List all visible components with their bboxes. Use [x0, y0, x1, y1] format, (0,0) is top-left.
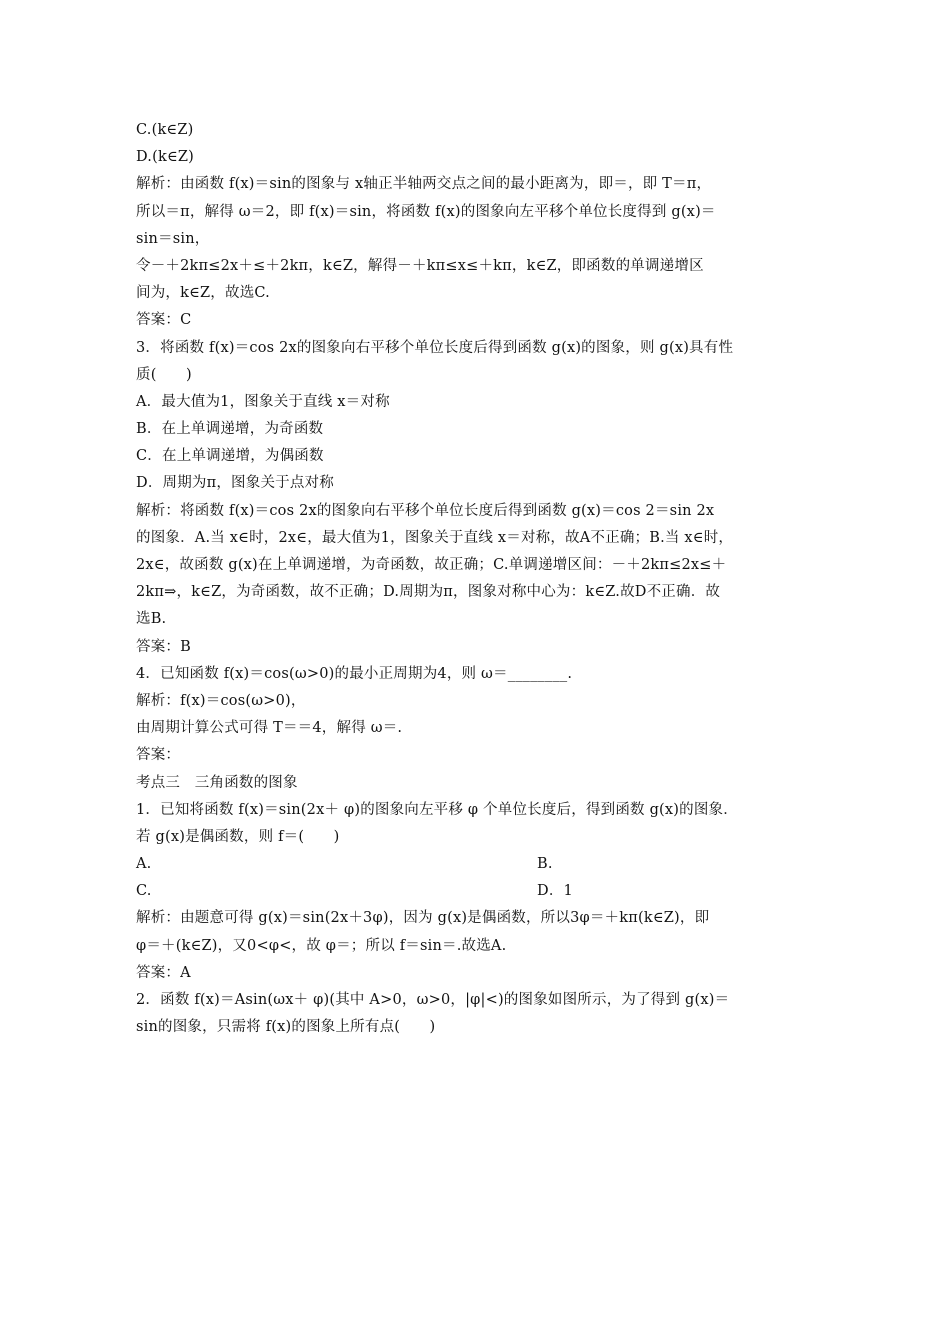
text-line: 解析：由题意可得 g(x)＝sin(2x＋3φ)，因为 g(x)是偶函数，所以3φ＝＋kπ(k∈Z)，即	[136, 910, 710, 927]
text-line: 答案：C	[136, 312, 192, 329]
text-line: 所以＝π，解得 ω＝2，即 f(x)＝sin，将函数 f(x)的图象向左平移个单位长度得到 g(x)＝	[136, 203, 716, 220]
option-c: C.	[136, 883, 152, 900]
text-block-1	[136, 117, 816, 851]
text-line: 解析：f(x)＝cos(ω>0)，	[136, 692, 306, 709]
option-b: B.	[537, 856, 553, 873]
document-body	[136, 117, 816, 1041]
text-line: C．在上单调递增，为偶函数	[136, 448, 324, 465]
text-line: B．在上单调递增，为奇函数	[136, 421, 324, 438]
text-line: 若 g(x)是偶函数，则 f＝( )	[136, 828, 340, 845]
text-line: 间为，k∈Z，故选C.	[136, 285, 270, 302]
text-line: 解析：由函数 f(x)＝sin的图象与 x轴正半轴两交点之间的最小距离为，即＝，即 T＝π，	[136, 176, 712, 193]
text-line: 答案：A	[136, 964, 191, 981]
text-line: sin＝sin，	[136, 230, 210, 247]
options-row-cd	[136, 878, 816, 905]
text-line: 4．已知函数 f(x)＝cos(ω>0)的最小正周期为4，则 ω＝________.	[136, 665, 573, 682]
text-line: φ＝＋(k∈Z)，又0<φ<，故 φ＝；所以 f＝sin＝.故选A.	[136, 937, 507, 954]
text-line: 考点三 三角函数的图象	[136, 774, 298, 791]
text-line: 2x∈，故函数 g(x)在上单调递增，为奇函数，故正确；C.单调递增区间：－＋2kπ≤2x≤＋	[136, 557, 727, 573]
text-line: 1．已知将函数 f(x)＝sin(2x＋ φ)的图象向左平移 φ 个单位长度后，得到函数 g(x)的图象．	[136, 801, 738, 818]
text-line: sin的图象，只需将 f(x)的图象上所有点( )	[136, 1019, 436, 1036]
text-line: A．最大值为1，图象关于直线 x＝对称	[136, 393, 390, 410]
text-line: 解析：将函数 f(x)＝cos 2x的图象向右平移个单位长度后得到函数 g(x)＝cos 2＝sin 2x	[136, 502, 715, 519]
text-line: 答案：B	[136, 638, 191, 655]
options-row-ab	[136, 851, 816, 878]
text-line: 2kπ⇒，k∈Z，为奇函数，故不正确；D.周期为π，图象对称中心为：k∈Z.故D不正确．故	[136, 584, 721, 601]
option-a: A.	[136, 856, 152, 873]
text-line: D．周期为π，图象关于点对称	[136, 475, 334, 492]
text-line: 由周期计算公式可得 T＝＝4，解得 ω＝.	[136, 720, 403, 737]
text-line: 3．将函数 f(x)＝cos 2x的图象向右平移个单位长度后得到函数 g(x)的图象，则 g(x)具有性	[136, 339, 734, 356]
text-line: 答案：	[136, 747, 181, 764]
text-line: D.(k∈Z)	[136, 149, 195, 166]
text-line: 质( )	[136, 366, 192, 383]
option-d: D．1	[537, 883, 573, 900]
text-block-2	[136, 905, 816, 1041]
text-line: 令－＋2kπ≤2x＋≤＋2kπ，k∈Z，解得－＋kπ≤x≤＋kπ，k∈Z，即函数的单调递增区	[136, 257, 704, 274]
text-line: 选B.	[136, 611, 167, 628]
text-line: C.(k∈Z)	[136, 122, 194, 138]
text-line: 的图象．A.当 x∈时，2x∈，最大值为1，图象关于直线 x＝对称，故A不正确；B.当 x∈时，	[136, 529, 734, 546]
text-line: 2．函数 f(x)＝Asin(ωx＋ φ)(其中 A>0，ω>0，|φ|<)的图象如图所示，为了得到 g(x)＝	[136, 992, 730, 1008]
